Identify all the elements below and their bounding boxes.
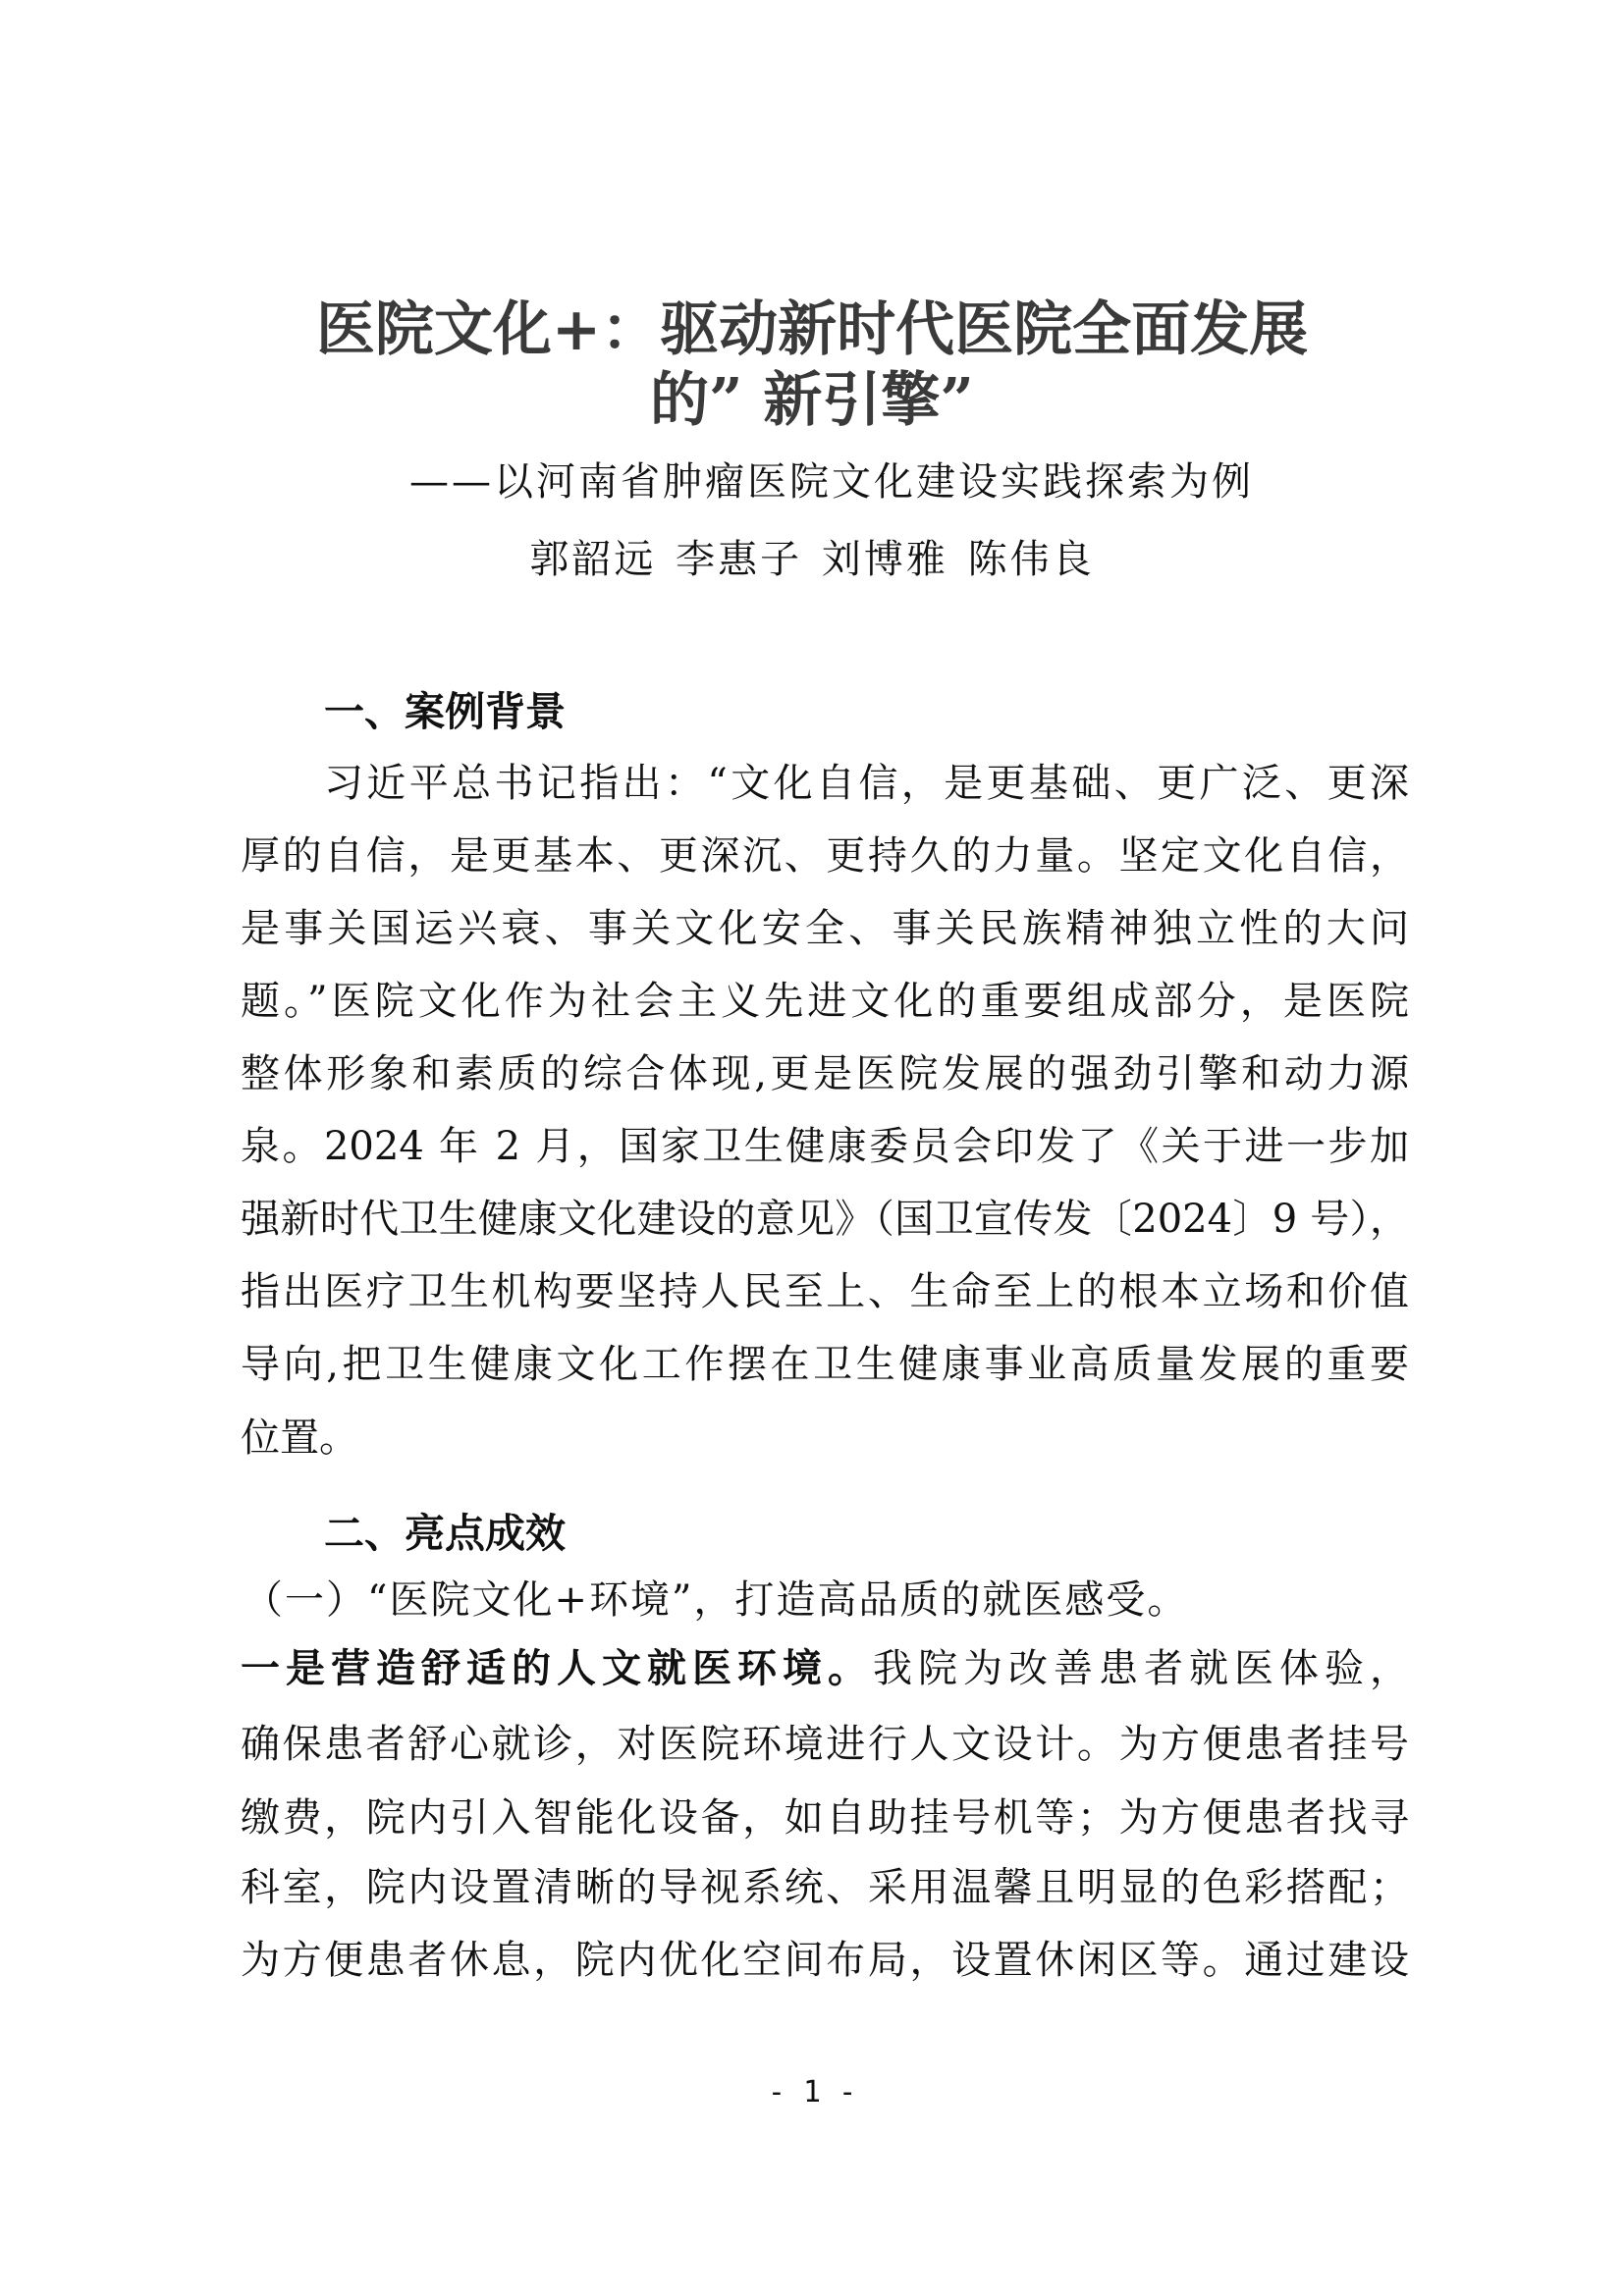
paragraph-line: 导向,把卫生健康文化工作摆在卫生健康事业高质量发展的重要 — [241, 1342, 1409, 1387]
paragraph-line: 缴费，院内引入智能化设备，如自助挂号机等；为方便患者找寻 — [241, 1795, 1409, 1841]
paragraph-line: 习近平总书记指出：“文化自信，是更基础、更广泛、更深 — [324, 761, 1409, 806]
subtitle: ——以河南省肿瘤医院文化建设实践探索为例 — [409, 459, 1254, 505]
paragraph-line: 指出医疗卫生机构要坚持人民至上、生命至上的根本立场和价值 — [241, 1269, 1409, 1314]
title-line-2: 的” 新引擎” — [650, 366, 974, 435]
page-number: - 1 - — [767, 2075, 857, 2109]
paragraph-line: 为方便患者休息，院内优化空间布局，设置休闲区等。通过建设 — [241, 1938, 1409, 1983]
bold-lead-text: 一是营造舒适的人文就医环境。 — [241, 1646, 873, 1691]
paragraph-line: 确保患者舒心就诊，对医院环境进行人文设计。为方便患者挂号 — [241, 1722, 1409, 1767]
paragraph-line: 题。”医院文化作为社会主义先进文化的重要组成部分，是医院 — [241, 979, 1409, 1024]
section-heading-background: 一、案例背景 — [324, 688, 566, 735]
paragraph-line: 泉。2024 年 2 月，国家卫生健康委员会印发了《关于进一步加 — [241, 1124, 1409, 1169]
lead-rest-text: 我院为改善患者就医体验， — [873, 1646, 1409, 1691]
paragraph-line — [241, 1644, 1409, 1693]
paragraph-line: 整体形象和素质的综合体现,更是医院发展的强劲引擎和动力源 — [241, 1051, 1409, 1096]
sub-heading-environment: （一）“医院文化+环境”，打造高品质的就医感受。 — [244, 1577, 1189, 1623]
paragraph-line: 位置。 — [241, 1415, 358, 1461]
section-heading-highlights: 二、亮点成效 — [324, 1510, 566, 1557]
paragraph-line: 是事关国运兴衰、事关文化安全、事关民族精神独立性的大问 — [241, 906, 1409, 951]
authors: 郭韶远 李惠子 刘博雅 陈伟良 — [529, 537, 1095, 582]
paragraph-line: 科室，院内设置清晰的导视系统、采用温馨且明显的色彩搭配； — [241, 1865, 1409, 1910]
paragraph-line: 厚的自信，是更基本、更深沉、更持久的力量。坚定文化自信， — [241, 833, 1409, 879]
title-line-1: 医院文化+：驱动新时代医院全面发展 — [315, 295, 1309, 364]
paragraph-line: 强新时代卫生健康文化建设的意见》（国卫宣传发〔2024〕9 号）， — [241, 1197, 1409, 1242]
